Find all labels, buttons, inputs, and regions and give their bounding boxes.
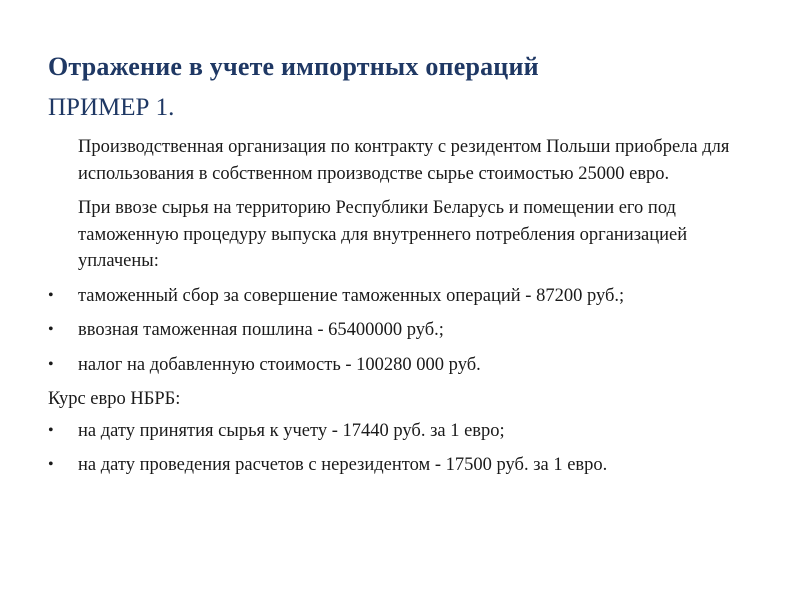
payment-customs-fee: таможенный сбор за совершение таможенных операций - 87200 руб.;	[78, 285, 625, 306]
payment-vat: налог на добавленную стоимость - 100280 000 руб.	[78, 354, 481, 375]
paragraph-contract: Производственная организация по контракту с резидентом Польши приобрела для использования в собственном производстве сырье стоимостью 25000 евро.	[78, 137, 730, 184]
rate-acceptance: на дату принятия сырья к учету - 17440 руб. за 1 евро;	[78, 420, 505, 441]
rate-settlement: на дату проведения расчетов с нерезидентом - 17500 руб. за 1 евро.	[78, 455, 608, 475]
list-item	[48, 317, 748, 344]
bullet-icon: •	[48, 321, 54, 338]
bullet-icon: •	[48, 355, 54, 373]
slide-subtitle: ПРИМЕР 1.	[48, 94, 175, 121]
slide-title: Отражение в учете импортных операций	[48, 52, 539, 81]
list-item	[48, 418, 748, 445]
bullet-icon: •	[48, 421, 54, 439]
bullet-icon: •	[48, 456, 54, 473]
list-item	[48, 352, 748, 379]
slide-body	[48, 134, 748, 487]
bullet-icon: •	[48, 286, 54, 304]
list-item	[48, 283, 748, 310]
paragraph-import: При ввозе сырья на территорию Республики Беларусь и помещении его под таможенную процедуру выпуска для внутреннего потребления организацией уплачены:	[78, 198, 688, 271]
rates-heading: Курс евро НБРБ:	[48, 389, 181, 409]
rates-list	[48, 418, 748, 479]
list-item	[48, 452, 748, 479]
payment-import-duty: ввозная таможенная пошлина - 65400000 руб.;	[78, 320, 444, 340]
payments-list	[48, 283, 748, 379]
